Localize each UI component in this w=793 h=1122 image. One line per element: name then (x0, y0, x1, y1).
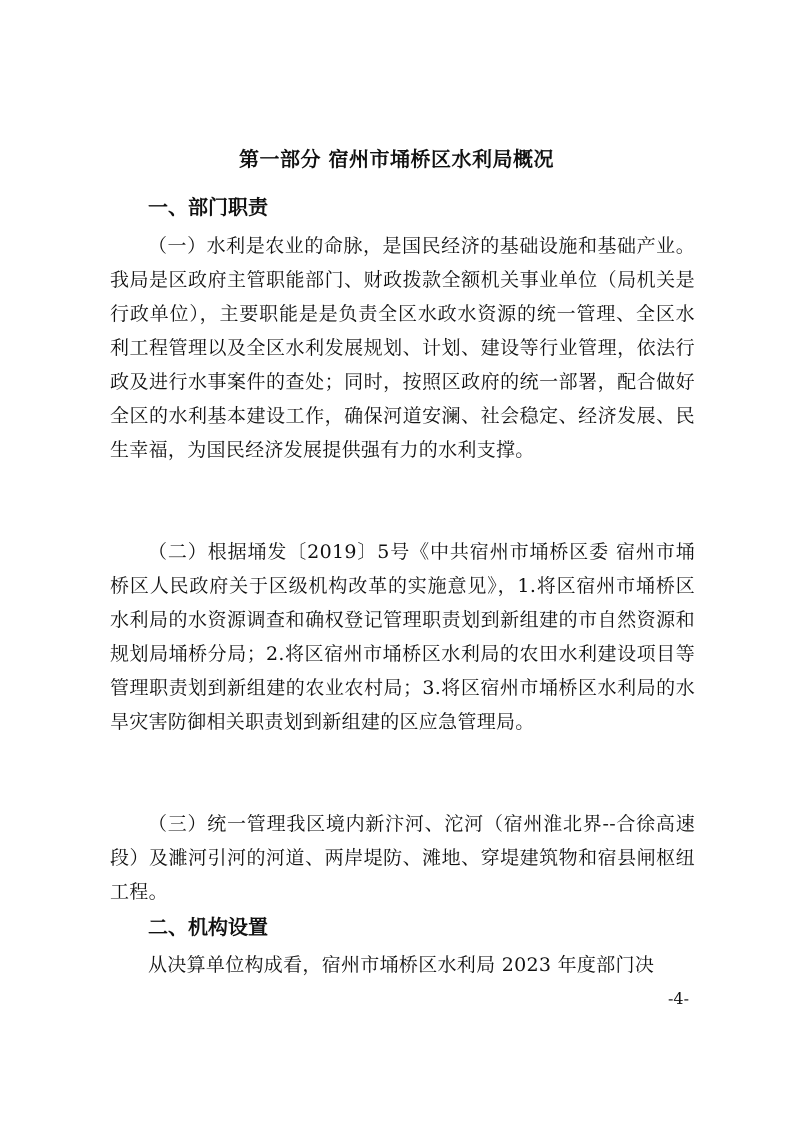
page-number: -4- (668, 989, 689, 1008)
document-title: 第一部分 宿州市埇桥区水利局概况 (239, 147, 554, 171)
paragraph-duties-2: （二）根据埇发〔2019〕5号《中共宿州市埇桥区委 宿州市埇桥区人民政府关于区级机构改革的实施意见》，1.将区宿州市埇桥区水利局的水资源调查和确权登记管理职责划到新组建的市自然资源和规划局埇桥分局；2.将区宿州市埇桥区水利局的农田水利建设项目等管理职责划到新组建的农业农村局；3.将区宿州市埇桥区水利局的水旱灾害防御相关职责划到新组建的区应急管理局。 (110, 541, 695, 733)
paragraph-organization-1: 从决算单位构成看，宿州市埇桥区水利局 2023 年度部门决 (148, 954, 655, 976)
paragraph-duties-3: （三）统一管理我区境内新汴河、沱河（宿州淮北界--合徐高速段）及濉河引河的河道、两岸堤防、滩地、穿堤建筑物和宿县闸枢纽工程。 (110, 813, 695, 903)
section-heading-duties: 一、部门职责 (148, 195, 268, 219)
paragraph-duties-1: （一）水利是农业的命脉，是国民经济的基础设施和基础产业。我局是区政府主管职能部门、财政拨款全额机关事业单位（局机关是行政单位），主要职能是是负责全区水政水资源的统一管理、全区水利工程管理以及全区水利发展规划、计划、建设等行业管理，依法行政及进行水事案件的查处；同时，按照区政府的统一部署，配合做好全区的水利基本建设工作，确保河道安澜、社会稳定、经济发展、民生幸福，为国民经济发展提供强有力的水利支撑。 (110, 235, 695, 461)
section-heading-organization: 二、机构设置 (148, 915, 268, 939)
